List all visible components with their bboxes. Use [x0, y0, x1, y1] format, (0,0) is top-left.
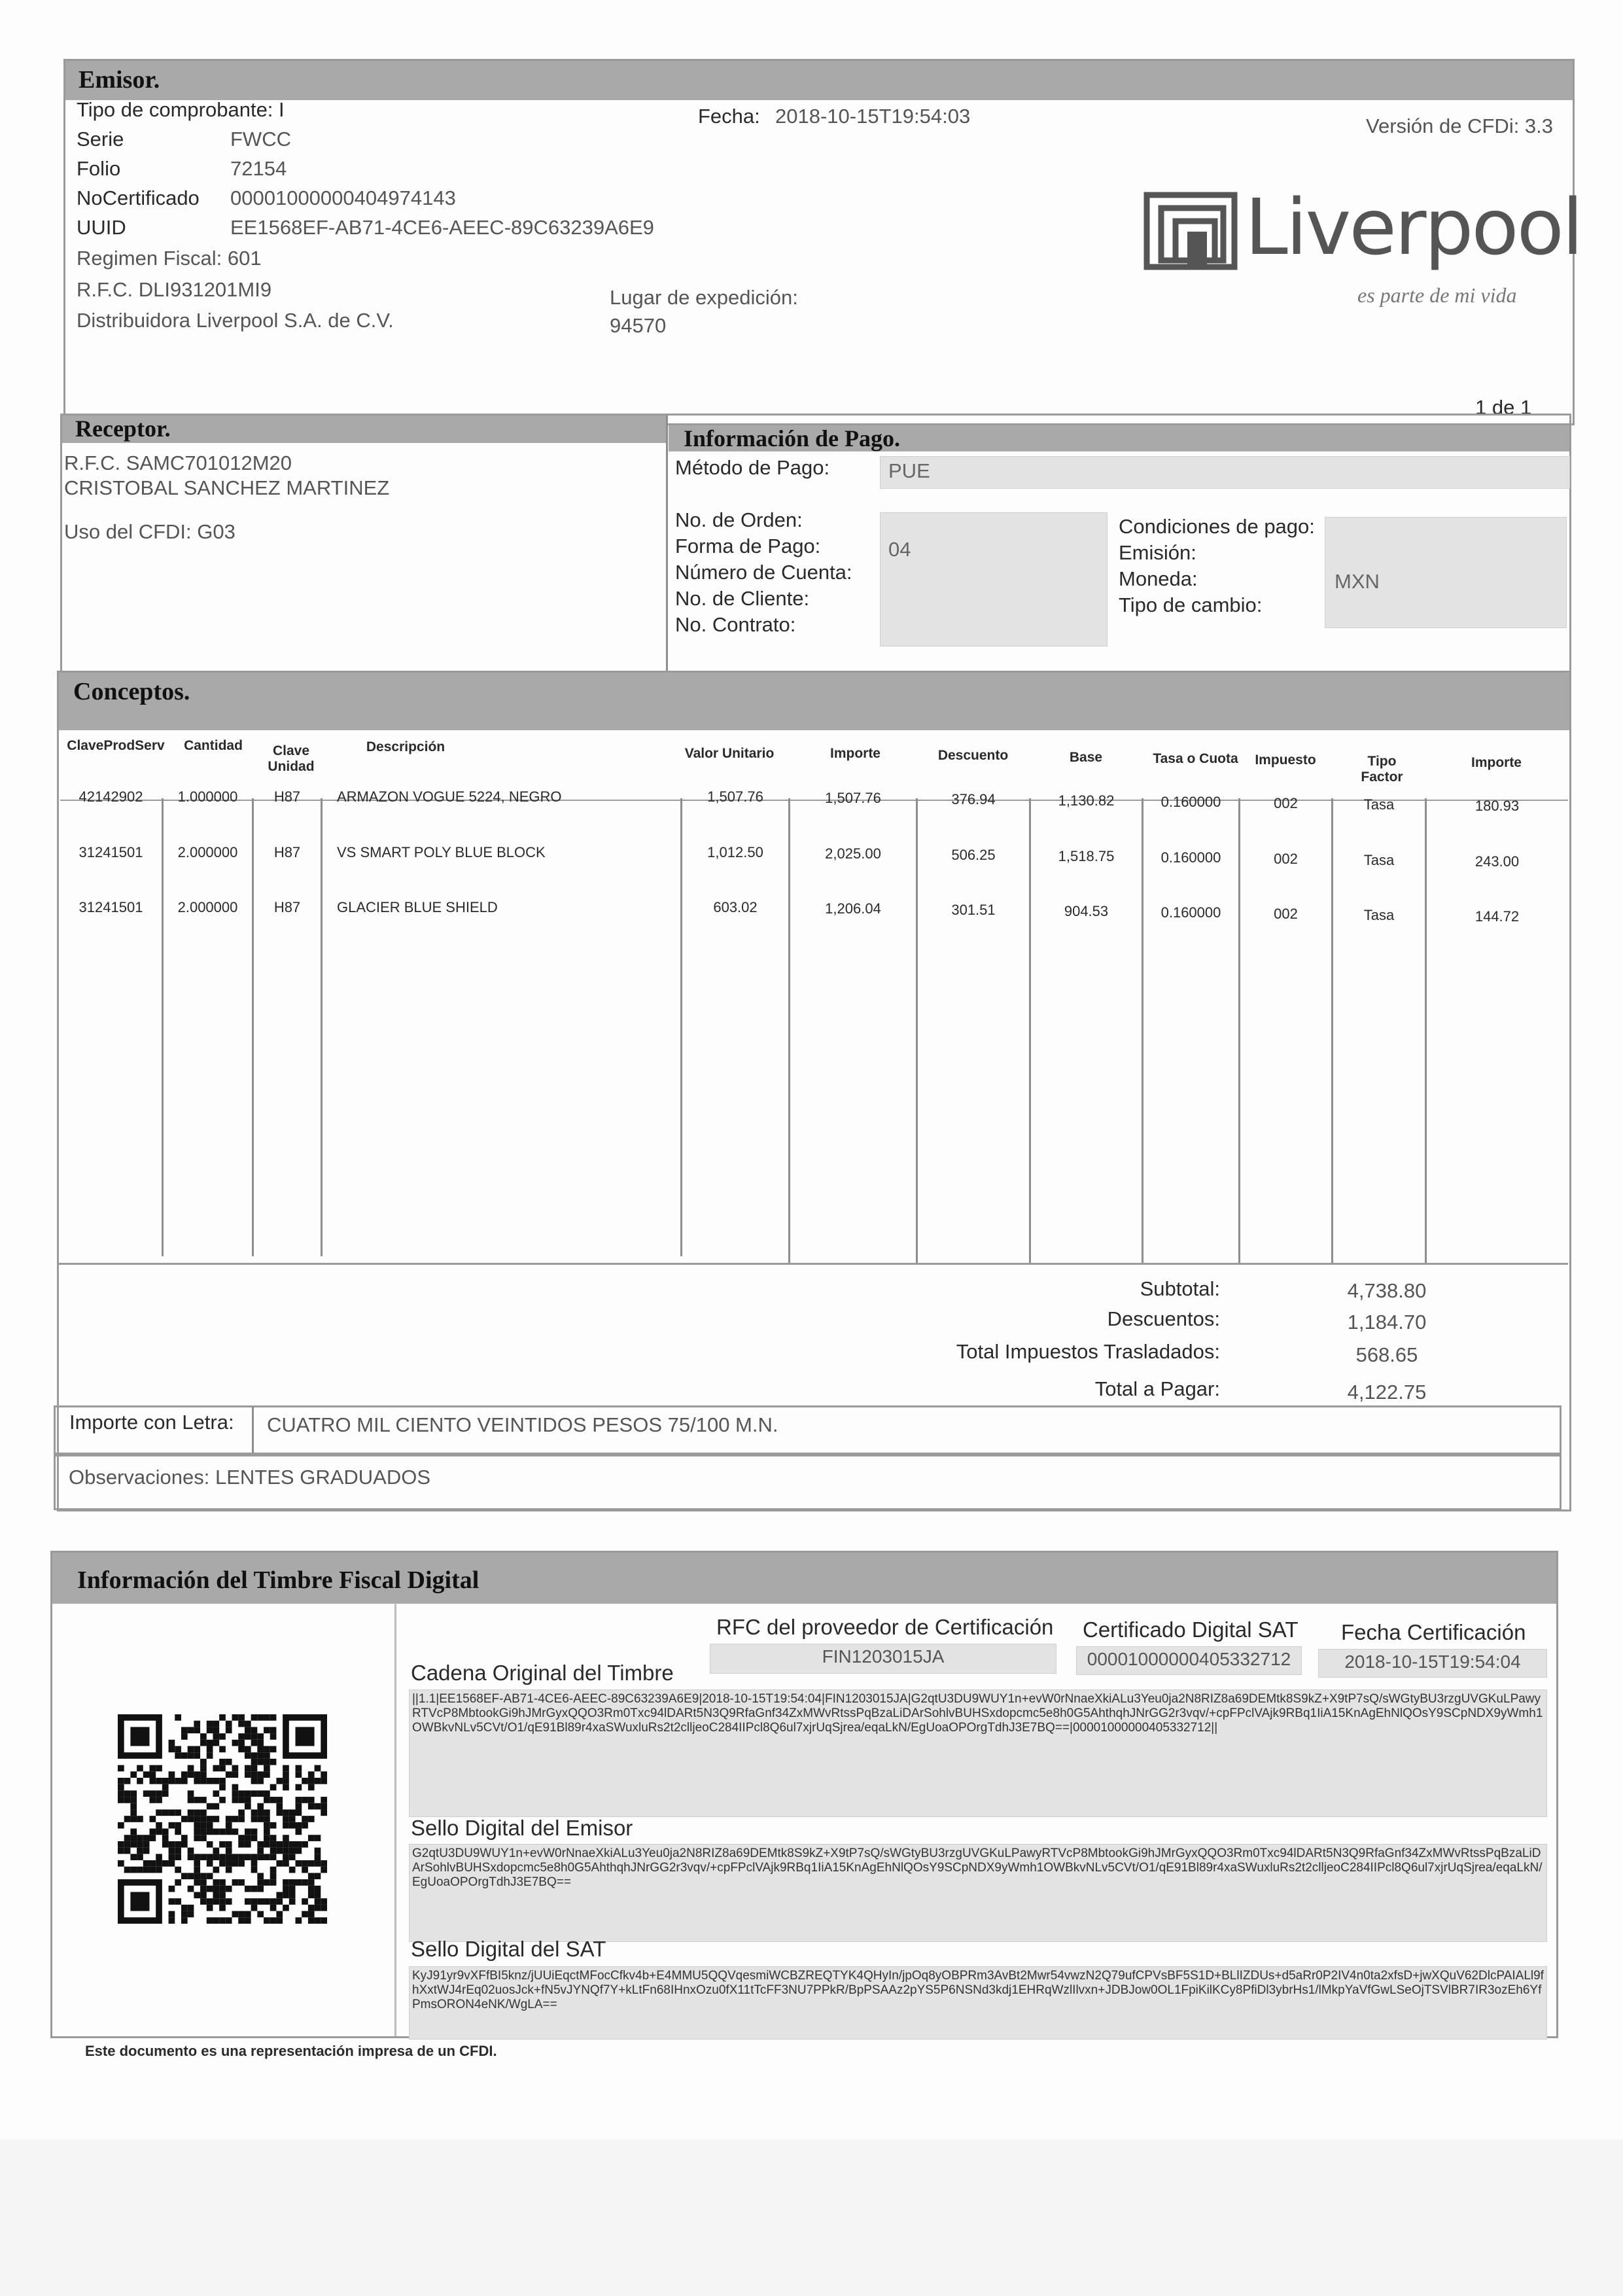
- cell-descuento: 301.51: [951, 902, 996, 918]
- sello-sat-text: KyJ91yr9vXFfBI5knz/jUUiEqctMFocCfkv4b+E4MMU5QQVqesmiWCBZREQTYK4QHyIn/jpOq8yOBPRm3AvBt2Mwr54vwzN2Q79ufCPVsBF5S1D+BLlIZDUs+d5aRr0P2IV4n0ta2xfsD+jwXQuV62DlcPAIALl9fhXxtWJ4rEq02uosJck+fN5vJYNQf7Y+kLtFn68IHnxOzu0fX11tTcFF3NU7PPkR/BpPSAAz2pYS5P6NSNd3kdj1EHRqWzlIlvxn+JDBJow0OL1FpiKilKCy8PfiDl3ybrHs1/lMkpYaVfGwLSeOjTSVlBR7IR3ozEh6YfPmsORON4eNK/WgLA==: [412, 1969, 1544, 2011]
- cell-clave-unidad: H87: [273, 788, 301, 805]
- nocertificado-label: NoCertificado: [77, 186, 200, 209]
- col-divider: [162, 798, 164, 1256]
- cell-claveprodserv: 31241501: [79, 844, 143, 860]
- fecha-certificacion-label: Fecha Certificación: [1341, 1620, 1526, 1644]
- version-cfdi: Versión de CFDi: 3.3: [1366, 115, 1554, 137]
- emisor-rfc: R.F.C. DLI931201MI9: [77, 278, 272, 301]
- lugar-value: 94570: [610, 314, 667, 337]
- subtotal-value: 4,738.80: [1347, 1279, 1427, 1302]
- folio-label: Folio: [77, 157, 121, 180]
- col-header-impuesto: Impuesto: [1255, 752, 1316, 768]
- cell-descripcion: GLACIER BLUE SHIELD: [337, 899, 498, 915]
- col-header-base: Base: [1069, 750, 1103, 765]
- col-header-tasa-cuota: Tasa o Cuota: [1153, 751, 1238, 766]
- numero-cuenta-label: Número de Cuenta:: [675, 561, 852, 584]
- serie-value: FWCC: [230, 128, 291, 150]
- col-divider: [1238, 798, 1240, 1263]
- cell-cantidad: 2.000000: [177, 899, 238, 915]
- cell-tipo-factor: Tasa: [1363, 852, 1395, 868]
- cell-base: 904.53: [1064, 903, 1109, 919]
- cell-clave-unidad: H87: [273, 899, 301, 915]
- regimen-fiscal: Regimen Fiscal: 601: [77, 247, 262, 270]
- emisor-razon-social: Distribuidora Liverpool S.A. de C.V.: [77, 309, 394, 332]
- cell-claveprodserv: 31241501: [79, 899, 143, 915]
- cell-valor-unitario: 1,507.76: [707, 788, 763, 805]
- folio-value: 72154: [230, 157, 287, 180]
- scan-edge: [0, 2140, 1623, 2296]
- no-contrato-label: No. Contrato:: [675, 613, 796, 636]
- certificado-sat-value: 00001000000405332712: [1087, 1649, 1291, 1669]
- col-divider: [916, 798, 918, 1263]
- col-divider: [788, 798, 790, 1263]
- cell-descuento: 376.94: [951, 791, 996, 807]
- cell-impuesto: 002: [1274, 795, 1298, 811]
- cadena-original-label: Cadena Original del Timbre: [411, 1661, 674, 1685]
- emisor-heading: Emisor.: [79, 66, 160, 94]
- liverpool-logo: [1142, 182, 1582, 311]
- descuentos-value: 1,184.70: [1347, 1311, 1427, 1333]
- pago-left-fields: [880, 512, 1108, 646]
- receptor-nombre: CRISTOBAL SANCHEZ MARTINEZ: [64, 476, 390, 499]
- sello-sat-label: Sello Digital del SAT: [411, 1937, 606, 1961]
- conceptos-header-band: [59, 673, 1569, 730]
- timbre-heading: Información del Timbre Fiscal Digital: [77, 1566, 480, 1594]
- cell-descripcion: VS SMART POLY BLUE BLOCK: [337, 844, 546, 860]
- cell-claveprodserv: 42142902: [79, 788, 143, 805]
- conceptos-heading: Conceptos.: [73, 678, 190, 705]
- observaciones-text: Observaciones: LENTES GRADUADOS: [69, 1466, 431, 1489]
- cell-descuento: 506.25: [951, 847, 996, 863]
- col-header-claveprodserv: ClaveProdServ: [67, 738, 165, 753]
- fecha-label: Fecha:: [698, 105, 760, 128]
- rfc-proveedor-value: FIN1203015JA: [822, 1646, 945, 1667]
- forma-pago-value: 04: [888, 538, 911, 561]
- tipo-cambio-label: Tipo de cambio:: [1119, 593, 1263, 616]
- cell-cantidad: 2.000000: [177, 844, 238, 860]
- liverpool-logo-mark-icon: [1142, 190, 1240, 272]
- cell-importe: 1,206.04: [825, 900, 881, 917]
- rfc-proveedor-label: RFC del proveedor de Certificación: [716, 1615, 1054, 1639]
- col-header-importe: Importe: [829, 746, 881, 761]
- emisor-header-band: [65, 61, 1573, 100]
- qr-code-icon: [118, 1714, 327, 1924]
- col-header-tipo-factor: Tipo Factor: [1361, 754, 1403, 785]
- col-divider: [1142, 798, 1143, 1263]
- descuentos-label: Descuentos:: [1107, 1307, 1220, 1330]
- cell-tipo-factor: Tasa: [1363, 796, 1395, 813]
- no-orden-label: No. de Orden:: [675, 508, 803, 531]
- metodo-pago-value: PUE: [888, 459, 930, 482]
- condiciones-pago-label: Condiciones de pago:: [1119, 515, 1315, 538]
- cell-tasa-cuota: 0.160000: [1161, 794, 1221, 810]
- cell-importe-impuesto: 144.72: [1475, 908, 1520, 925]
- cell-base: 1,130.82: [1058, 792, 1115, 809]
- uso-cfdi: Uso del CFDI: G03: [64, 520, 236, 543]
- col-header-clave-unidad: Clave Unidad: [268, 743, 315, 774]
- cell-tasa-cuota: 0.160000: [1161, 904, 1221, 921]
- conceptos-table-bottom: [59, 1263, 1568, 1265]
- cadena-original-text: ||1.1|EE1568EF-AB71-4CE6-AEEC-89C63239A6E9|2018-10-15T19:54:04|FIN1203015JA|G2qtU3DU9WUY1n+evW0rNnaeXkiALu3Yeu0ja2N8RIZ8a69DEMtk8S9kZ+X9tP7sQ/sWGtyBU3rzgUVGKuLPawyRTVcP8MbtookGi9hJMrGyxQQO3Rm0Txc94lDARt5N3Q9RfaGnf34ZxMWvRtssPqBzaLiDArSohlvBUHSxdopcmc5e8h0G5AhthqhJNrGG2r3vqv/+cpFPclVAjk9RBq1IiA15KnAgEhNlQOsY9SCpNDX9yWmh1OWBkvNLv5CVt/O1/qE91Bl89r4xaSWuxluRs2t2clljeoC284IIPcl8Q6ul7xjrUqSjrea/eqaLkN/EgUoaOPOrgTdhJ3E7BQ==|00001000000405332712||: [412, 1692, 1543, 1735]
- metodo-pago-label: Método de Pago:: [675, 456, 830, 479]
- sello-emisor-label: Sello Digital del Emisor: [411, 1816, 633, 1840]
- cell-base: 1,518.75: [1058, 848, 1115, 864]
- cell-importe-impuesto: 180.93: [1475, 798, 1520, 814]
- lugar-label: Lugar de expedición:: [610, 286, 798, 309]
- importe-letra-value: CUATRO MIL CIENTO VEINTIDOS PESOS 75/100 M.N.: [267, 1413, 778, 1436]
- cell-valor-unitario: 1,012.50: [707, 844, 763, 860]
- cell-importe-impuesto: 243.00: [1475, 853, 1520, 870]
- col-divider: [1029, 798, 1031, 1263]
- cell-valor-unitario: 603.02: [713, 899, 758, 915]
- sello-emisor-text: G2qtU3DU9WUY1n+evW0rNnaeXkiALu3Yeu0ja2N8RIZ8a69DEMtk8S9kZ+X9tP7sQ/sWGtyBU3rzgUVGKuLPawyRTVcP8MbtookGi9hJMrGyxQQO3Rm0Txc94lDARt5N3Q9RfaGnf34ZxMWvRtssPqBzaLiDArSohlvBUHSxdopcmc5e8h0G5AhthqhJNrGG2r3vqv/+cpFPclVAjk9RBq1IiA15KnAgEhNlQOsY9SCpNDX9yWmh1OWBkvNLv5CVt/O1/qE91Bl89r4xaSWuxluRs2t2clljeoC284IIPcl8Q6ul7xjrUqSjrea/eqaLkN/EgUoaOPOrgTdhJ3E7BQ==: [412, 1846, 1543, 1889]
- receptor-heading: Receptor.: [75, 415, 171, 442]
- subtotal-label: Subtotal:: [1140, 1277, 1220, 1300]
- importe-letra-divider: [252, 1407, 254, 1453]
- cell-tasa-cuota: 0.160000: [1161, 849, 1221, 866]
- col-header-descripcion: Descripción: [366, 739, 445, 754]
- cell-importe: 2,025.00: [825, 845, 881, 862]
- col-divider: [321, 798, 323, 1256]
- uuid-value: EE1568EF-AB71-4CE6-AEEC-89C63239A6E9: [230, 216, 654, 239]
- moneda-label: Moneda:: [1119, 567, 1198, 590]
- cell-tipo-factor: Tasa: [1363, 907, 1395, 923]
- impuestos-label: Total Impuestos Trasladados:: [956, 1340, 1220, 1363]
- serie-label: Serie: [77, 128, 124, 150]
- cell-impuesto: 002: [1274, 906, 1298, 922]
- receptor-rfc: R.F.C. SAMC701012M20: [64, 451, 292, 474]
- certificado-sat-label: Certificado Digital SAT: [1083, 1617, 1299, 1642]
- receptor-pago-divider: [666, 415, 668, 680]
- col-divider: [252, 798, 254, 1256]
- no-cliente-label: No. de Cliente:: [675, 587, 810, 610]
- col-header-valor-unitario: Valor Unitario: [684, 746, 775, 761]
- cell-descripcion: ARMAZON VOGUE 5224, NEGRO: [337, 788, 562, 805]
- col-header-cantidad: Cantidad: [184, 738, 243, 753]
- fecha-certificacion-value: 2018-10-15T19:54:04: [1344, 1651, 1521, 1672]
- total-label: Total a Pagar:: [1094, 1377, 1220, 1400]
- cell-impuesto: 002: [1274, 851, 1298, 867]
- col-divider: [680, 798, 682, 1256]
- tipo-comprobante: Tipo de comprobante: I: [77, 98, 285, 121]
- moneda-value: MXN: [1335, 570, 1380, 593]
- liverpool-tagline: es parte de mi vida: [1357, 283, 1517, 307]
- pago-heading: Información de Pago.: [684, 425, 900, 451]
- timbre-divider: [394, 1603, 396, 2036]
- cell-importe: 1,507.76: [825, 790, 881, 806]
- fecha-value: 2018-10-15T19:54:03: [775, 105, 971, 128]
- importe-letra-label: Importe con Letra:: [69, 1411, 234, 1434]
- forma-pago-label: Forma de Pago:: [675, 535, 821, 557]
- cell-cantidad: 1.000000: [177, 788, 238, 805]
- total-value: 4,122.75: [1347, 1381, 1427, 1404]
- emision-label: Emisión:: [1119, 541, 1196, 564]
- uuid-label: UUID: [77, 216, 126, 239]
- footer-note: Este documento es una representación impresa de un CFDI.: [85, 2043, 497, 2059]
- page-count: 1 de 1: [1475, 396, 1532, 419]
- nocertificado-value: 00001000000404974143: [230, 186, 456, 209]
- cell-clave-unidad: H87: [273, 844, 301, 860]
- col-header-descuento: Descuento: [937, 748, 1009, 763]
- impuestos-value: 568.65: [1355, 1343, 1418, 1366]
- metodo-pago-field: [880, 456, 1570, 489]
- liverpool-logo-text: Liverpool: [1245, 182, 1582, 272]
- col-header-importe-impuesto: Importe: [1471, 755, 1522, 770]
